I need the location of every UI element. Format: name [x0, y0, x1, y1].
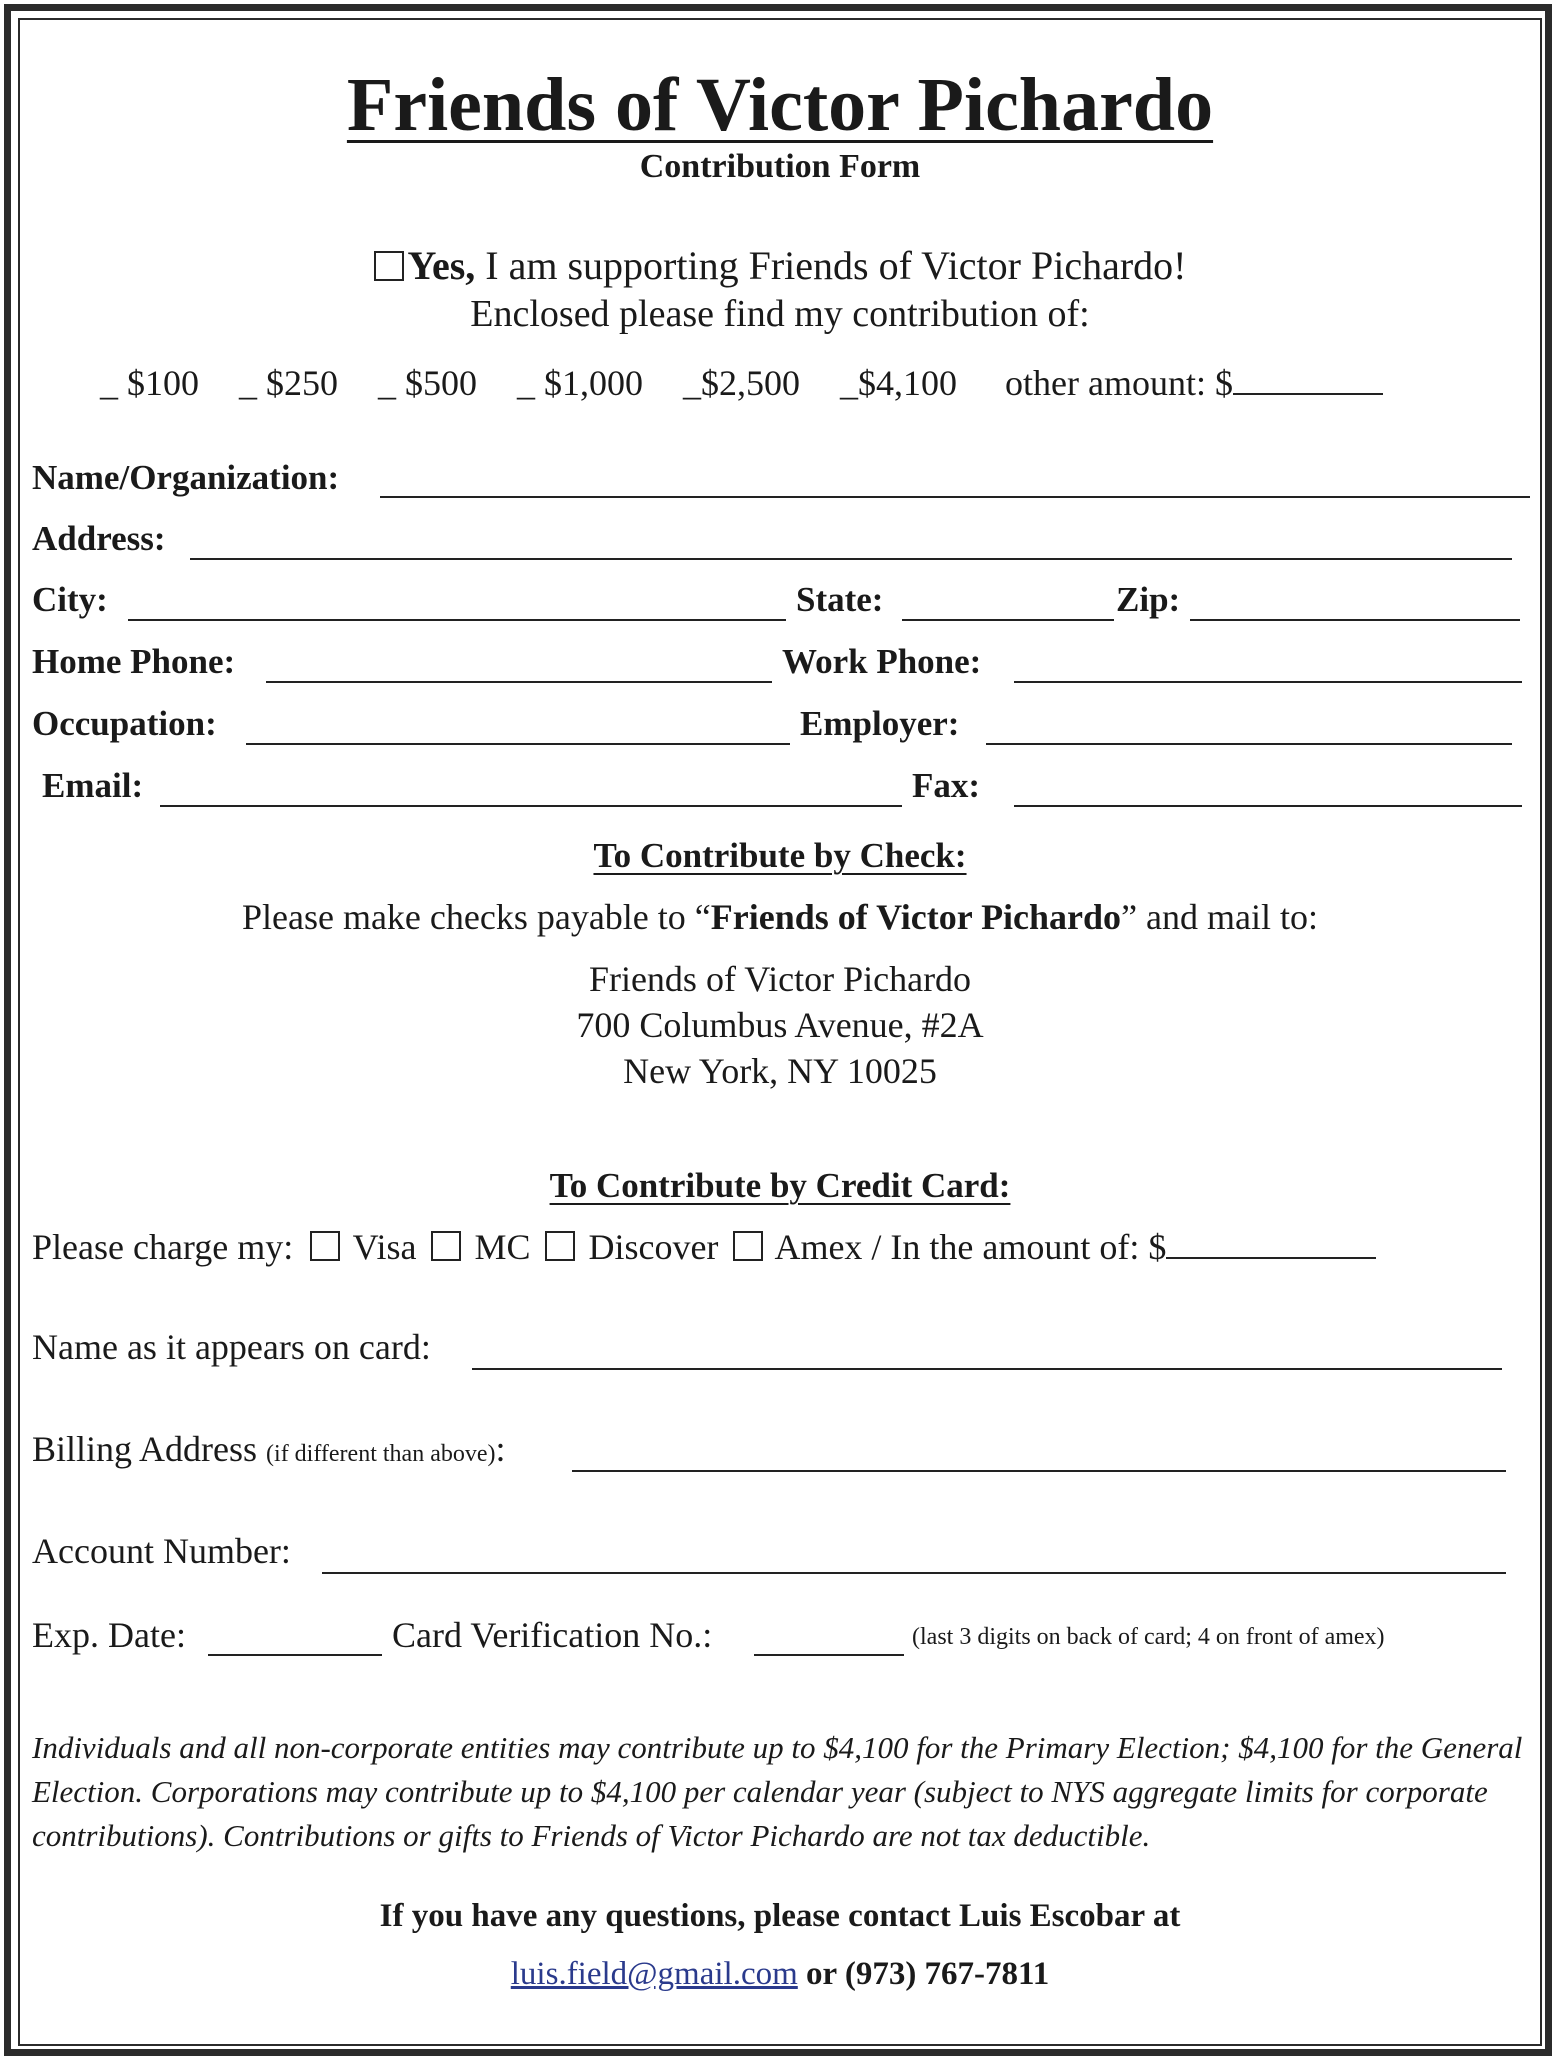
- charge-label: Please charge my:: [32, 1227, 294, 1267]
- zip-label: Zip:: [1116, 580, 1181, 619]
- amount-option-500[interactable]: _ $500: [378, 363, 477, 403]
- address-field[interactable]: [190, 558, 1512, 560]
- charge-line: [32, 1226, 1376, 1268]
- card-name-field[interactable]: [472, 1368, 1502, 1370]
- amex-checkbox[interactable]: [733, 1231, 763, 1261]
- billing-field[interactable]: [572, 1470, 1506, 1472]
- fax-field[interactable]: [1014, 805, 1522, 807]
- charge-amount-field[interactable]: [1166, 1227, 1376, 1259]
- home-phone-label: Home Phone:: [32, 642, 236, 681]
- form-subtitle: Contribution Form: [639, 148, 921, 185]
- cvn-note: (last 3 digits on back of card; 4 on front of amex): [912, 1624, 1385, 1650]
- amex-amount-label: Amex / In the amount of: $: [774, 1227, 1167, 1267]
- employer-label: Employer:: [800, 704, 960, 743]
- form-title: Friends of Victor Pichardo: [346, 63, 1214, 147]
- fax-label: Fax:: [912, 766, 981, 805]
- cvn-field[interactable]: [754, 1654, 904, 1656]
- amount-options: [100, 362, 1383, 404]
- mail-address-line-2: 700 Columbus Avenue, #2A: [576, 1005, 984, 1045]
- home-phone-field[interactable]: [266, 681, 772, 683]
- contact-line: If you have any questions, please contact Luis Escobar at: [379, 1898, 1181, 1934]
- exp-label: Exp. Date:: [32, 1615, 186, 1655]
- occupation-label: Occupation:: [32, 704, 217, 743]
- exp-field[interactable]: [208, 1654, 382, 1656]
- city-field[interactable]: [128, 619, 786, 621]
- mail-address-line-1: Friends of Victor Pichardo: [588, 959, 972, 999]
- support-yes: Yes,: [407, 243, 476, 288]
- check-instructions: [0, 896, 1560, 938]
- mail-address-line-3: New York, NY 10025: [623, 1051, 937, 1091]
- discover-label: Discover: [588, 1227, 719, 1267]
- mc-checkbox[interactable]: [431, 1231, 461, 1261]
- address-label: Address:: [32, 519, 166, 558]
- billing-note: (if different than above): [266, 1441, 496, 1467]
- support-checkbox[interactable]: [374, 251, 404, 281]
- billing-colon: :: [495, 1429, 506, 1469]
- billing-text: Billing Address: [32, 1429, 258, 1469]
- disclaimer-text: Individuals and all non-corporate entities may contribute up to $4,100 for the Primary Election; $4,100 for the General Election. Corporations may contribute up to $4,100 per calendar year (subject to NYS aggregate limits for corporate contributions). Contributions or gifts to Friends of Victor Pichardo are not tax deductible.: [32, 1730, 1523, 1853]
- name-label: Name/Organization:: [32, 458, 340, 497]
- amount-option-2500[interactable]: _$2,500: [683, 363, 800, 403]
- amount-option-4100[interactable]: _$4,100: [840, 363, 957, 403]
- contact-email-link[interactable]: luis.field@gmail.com: [510, 1956, 798, 1992]
- visa-label: Visa: [352, 1227, 417, 1267]
- email-label: Email:: [42, 766, 144, 805]
- occupation-field[interactable]: [246, 743, 790, 745]
- employer-field[interactable]: [986, 743, 1512, 745]
- work-phone-label: Work Phone:: [782, 642, 982, 681]
- zip-field[interactable]: [1190, 619, 1520, 621]
- amount-option-1000[interactable]: _ $1,000: [517, 363, 643, 403]
- check-instr-pre: Please make checks payable to “: [241, 897, 711, 937]
- check-heading: To Contribute by Check:: [593, 836, 967, 875]
- discover-checkbox[interactable]: [545, 1231, 575, 1261]
- account-label: Account Number:: [32, 1531, 291, 1571]
- contact-details: [0, 1956, 1560, 1993]
- other-amount-field[interactable]: [1233, 363, 1383, 395]
- enclosed-line: Enclosed please find my contribution of:: [470, 293, 1090, 335]
- billing-label: [32, 1428, 506, 1470]
- account-field[interactable]: [322, 1572, 1506, 1574]
- work-phone-field[interactable]: [1014, 681, 1522, 683]
- support-line: [0, 242, 1560, 289]
- amount-option-250[interactable]: _ $250: [239, 363, 338, 403]
- other-amount-label: other amount: $: [1005, 363, 1233, 403]
- check-instr-post: ” and mail to:: [1121, 897, 1319, 937]
- credit-heading: To Contribute by Credit Card:: [549, 1166, 1011, 1205]
- amount-option-100[interactable]: _ $100: [100, 363, 199, 403]
- mc-label: MC: [474, 1227, 531, 1267]
- contact-phone: or (973) 767-7811: [797, 1956, 1050, 1992]
- state-label: State:: [796, 580, 884, 619]
- city-label: City:: [32, 580, 108, 619]
- email-field[interactable]: [160, 805, 902, 807]
- name-field[interactable]: [380, 496, 1530, 498]
- card-name-label: Name as it appears on card:: [32, 1327, 431, 1367]
- support-text: I am supporting Friends of Victor Pichardo!: [475, 243, 1187, 288]
- state-field[interactable]: [902, 619, 1114, 621]
- check-payee: Friends of Victor Pichardo: [710, 897, 1122, 937]
- visa-checkbox[interactable]: [310, 1231, 340, 1261]
- cvn-label: Card Verification No.:: [392, 1615, 713, 1655]
